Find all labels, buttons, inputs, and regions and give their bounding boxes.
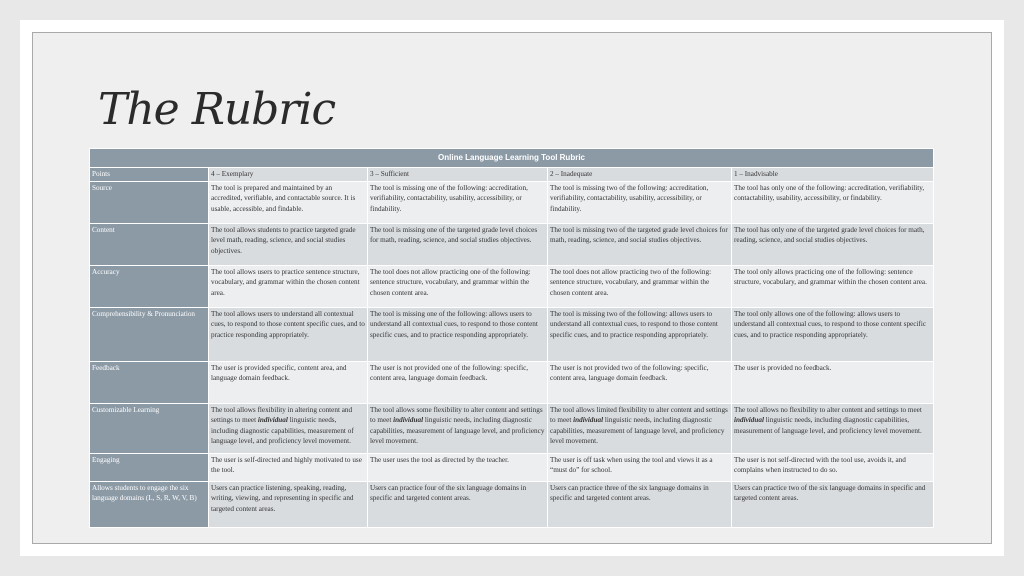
criterion-label: Content xyxy=(90,224,209,266)
rubric-cell: The user is off task when using the tool and views it as a “must do” for school. xyxy=(548,454,732,482)
rubric-cell: The tool allows students to practice targeted grade level math, reading, science, and social studies objectives. xyxy=(209,224,368,266)
rubric-cell: The tool is missing two of the targeted grade level choices for math, reading, science, and social studies objectives. xyxy=(548,224,732,266)
cell-text: The tool allows no flexibility to alter content and settings to meet xyxy=(734,406,922,414)
rubric-cell: Users can practice listening, speaking, reading, writing, viewing, and representing in specific and targeted content areas. xyxy=(209,482,368,528)
cell-text: The tool allows some flexibility to alter content and settings to meet xyxy=(370,406,543,425)
rubric-cell: The tool does not allow practicing two of the following: sentence structure, vocabulary, and grammar within the chosen content area. xyxy=(548,266,732,308)
criterion-label: Accuracy xyxy=(90,266,209,308)
cell-text: linguistic needs, including diagnostic capabilities, measurement of language level, and proficiency level movement. xyxy=(734,416,922,435)
rubric-cell: The user is not provided one of the following: specific, content area, language domain feedback. xyxy=(368,362,548,404)
rubric-cell: Users can practice two of the six language domains in specific and targeted content areas. xyxy=(732,482,934,528)
rubric-cell: The tool is missing two of the following: allows users to understand all contextual cues, to respond to those content specific cues, and to practice responding appropriately. xyxy=(548,308,732,362)
criterion-label: Comprehensibility & Pronunciation xyxy=(90,308,209,362)
rubric-cell: The tool has only one of the targeted grade level choices for math, reading, science, and social studies objectives. xyxy=(732,224,934,266)
rubric-body xyxy=(90,168,934,528)
table-caption: Online Language Learning Tool Rubric xyxy=(90,149,934,168)
criterion-row xyxy=(90,454,934,482)
criterion-row xyxy=(90,404,934,454)
cell-text: linguistic needs, including diagnostic capabilities, measurement of language level, and proficiency level movement. xyxy=(370,416,545,445)
criterion-label: Engaging xyxy=(90,454,209,482)
rubric-cell: Users can practice four of the six language domains in specific and targeted content areas. xyxy=(368,482,548,528)
score-level-header: 4 – Exemplary xyxy=(209,168,368,182)
score-level-header: 1 – Inadvisable xyxy=(732,168,934,182)
criterion-row xyxy=(90,224,934,266)
rubric-cell: The user is provided no feedback. xyxy=(732,362,934,404)
cell-text: linguistic needs, including diagnostic capabilities, measurement of language level, and proficiency level movement. xyxy=(211,416,354,445)
rubric-cell: Users can practice three of the six language domains in specific and targeted content areas. xyxy=(548,482,732,528)
rubric-cell: The tool only allows practicing one of the following: sentence structure, vocabulary, and grammar within the chosen content area. xyxy=(732,266,934,308)
criterion-label: Source xyxy=(90,182,209,224)
rubric-cell: The tool is missing one of the targeted grade level choices for math, reading, science, and social studies objectives. xyxy=(368,224,548,266)
cell-emphasis: individual xyxy=(573,416,604,425)
rubric-cell: The user is not self-directed with the tool use, avoids it, and complains when instructed to do so. xyxy=(732,454,934,482)
criterion-row xyxy=(90,308,934,362)
cell-text: The tool allows limited flexibility to alter content and settings to meet xyxy=(550,406,728,425)
criterion-row xyxy=(90,266,934,308)
rubric-cell: The user uses the tool as directed by the teacher. xyxy=(368,454,548,482)
criterion-label: Feedback xyxy=(90,362,209,404)
rubric-cell: The tool is missing one of the following: allows users to understand all contextual cues, to respond to those content specific cues, and to practice responding appropriately. xyxy=(368,308,548,362)
criterion-row xyxy=(90,482,934,528)
rubric-cell: The tool is prepared and maintained by an accredited, verifiable, and contactable source. It is usable, accessible, and findable. xyxy=(209,182,368,224)
cell-text: linguistic needs, including diagnostic capabilities, measurement of language level, and proficiency level movement. xyxy=(550,416,725,445)
rubric-cell xyxy=(732,404,934,454)
criterion-label: Allows students to engage the six language domains (L, S, R, W, V, B) xyxy=(90,482,209,528)
criterion-row xyxy=(90,182,934,224)
table-caption-row xyxy=(90,149,934,168)
rubric-cell xyxy=(548,404,732,454)
points-label: Points xyxy=(90,168,209,182)
slide-title: The Rubric xyxy=(98,84,336,135)
rubric-table xyxy=(89,148,934,528)
rubric-cell: The tool only allows one of the following: allows users to understand all contextual cues, to respond to those content specific cues, and to practice responding appropriately. xyxy=(732,308,934,362)
criterion-row xyxy=(90,362,934,404)
rubric-cell: The tool has only one of the following: accreditation, verifiability, contactability, usability, accessibility, or findability. xyxy=(732,182,934,224)
criterion-label: Customizable Learning xyxy=(90,404,209,454)
cell-text: The tool allows flexibility in altering content and settings to meet xyxy=(211,406,353,425)
score-level-header: 2 – Inadequate xyxy=(548,168,732,182)
rubric-cell: The tool is missing one of the following: accreditation, verifiability, contactability, usability, accessibility, or findability. xyxy=(368,182,548,224)
rubric-cell: The tool allows users to understand all contextual cues, to respond to those content specific cues, and to practice responding appropriately. xyxy=(209,308,368,362)
cell-emphasis: individual xyxy=(734,416,764,425)
cell-emphasis: individual xyxy=(257,416,288,425)
rubric-cell xyxy=(209,404,368,454)
cell-emphasis: individual xyxy=(393,416,424,425)
rubric-cell: The user is provided specific, content area, and language domain feedback. xyxy=(209,362,368,404)
rubric-cell: The tool does not allow practicing one of the following: sentence structure, vocabulary, and grammar within the chosen content area. xyxy=(368,266,548,308)
rubric-cell: The user is self-directed and highly motivated to use the tool. xyxy=(209,454,368,482)
rubric-cell: The tool allows users to practice sentence structure, vocabulary, and grammar within the chosen content area. xyxy=(209,266,368,308)
points-row xyxy=(90,168,934,182)
rubric-cell: The tool is missing two of the following: accreditation, verifiability, contactability, usability, accessibility, or findability. xyxy=(548,182,732,224)
rubric-cell: The user is not provided two of the following: specific, content area, language domain feedback. xyxy=(548,362,732,404)
rubric-cell xyxy=(368,404,548,454)
score-level-header: 3 – Sufficient xyxy=(368,168,548,182)
